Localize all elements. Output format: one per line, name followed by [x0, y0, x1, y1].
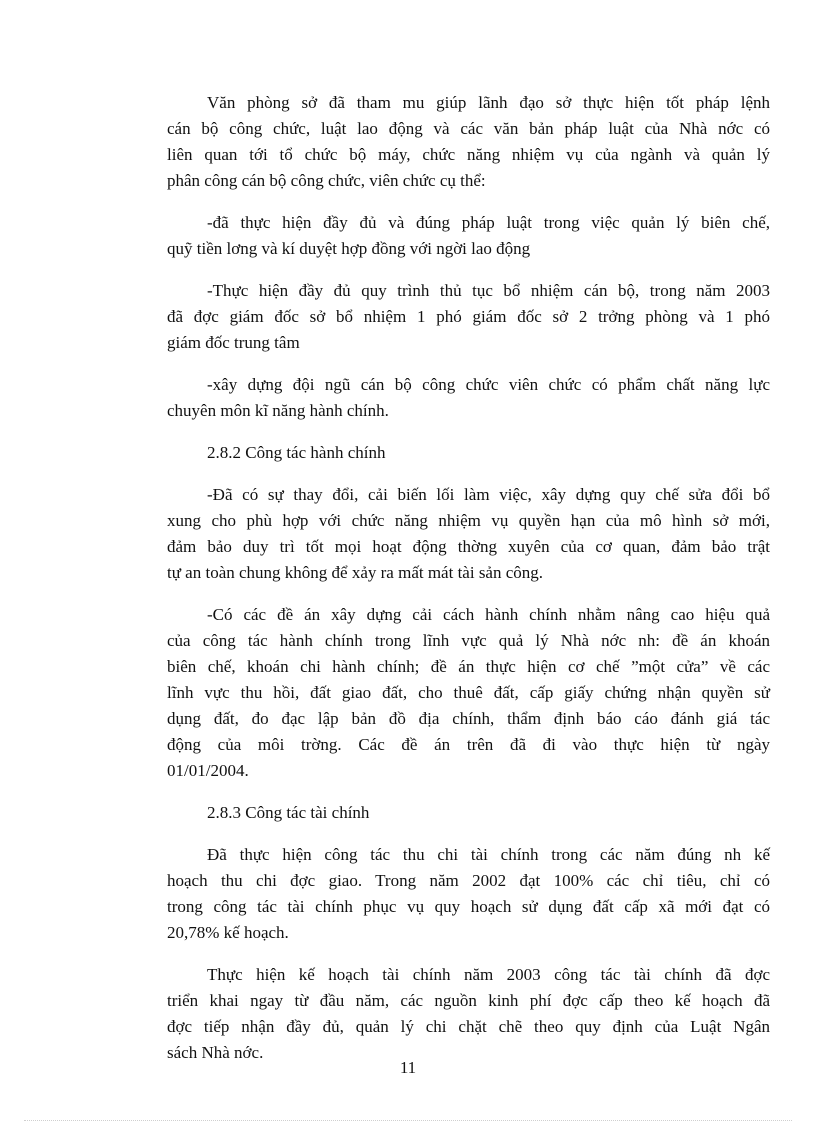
- paragraph-line: xung cho phù hợp với chức năng nhiệm vụ quyền hạn của mô hình sở mới,: [167, 511, 770, 530]
- paragraph-line: phân công cán bộ công chức, viên chức cụ thể:: [167, 171, 486, 190]
- section-heading-finance: 2.8.3 Công tác tài chính: [207, 803, 370, 822]
- page-number: 11: [399, 1058, 417, 1077]
- paragraph-line: sách Nhà nớc.: [167, 1043, 264, 1062]
- paragraph-line: giám đốc trung tâm: [167, 333, 300, 352]
- paragraph-line: Thực hiện kế hoạch tài chính năm 2003 công tác tài chính đã đợc: [207, 965, 770, 984]
- paragraph-line: -Thực hiện đầy đủ quy trình thủ tục bổ nhiệm cán bộ, trong năm 2003: [207, 281, 770, 300]
- paragraph-reform-projects: [167, 602, 770, 784]
- paragraph-line: đảm bảo duy trì tốt mọi hoạt động thờng xuyên của cơ quan, đảm bảo trật: [167, 537, 770, 556]
- paragraph-line: Đã thực hiện công tác thu chi tài chính trong các năm đúng nh kế: [207, 845, 770, 864]
- paragraph-line: triển khai ngay từ đầu năm, các nguồn kinh phí đợc cấp theo kế hoạch đã: [167, 991, 770, 1010]
- paragraph-line: -đã thực hiện đầy đủ và đúng pháp luật trong việc quản lý biên chế,: [207, 213, 770, 232]
- paragraph-line: liên quan tới tổ chức bộ máy, chức năng nhiệm vụ của ngành và quản lý: [167, 145, 770, 164]
- paragraph-staffing-law: [167, 210, 770, 262]
- paragraph-line: -Có các đề án xây dựng cải cách hành chính nhằm nâng cao hiệu quả: [207, 605, 770, 624]
- paragraph-line: tự an toàn chung không để xảy ra mất mát tài sản công.: [167, 563, 544, 582]
- paragraph-finance-2003: [167, 962, 770, 1066]
- paragraph-line: hoạch thu chi đợc giao. Trong năm 2002 đạt 100% các chỉ tiêu, chỉ có: [167, 871, 770, 890]
- paragraph-line: -xây dựng đội ngũ cán bộ công chức viên chức có phẩm chất năng lực: [207, 375, 770, 394]
- paragraph-line: đã đợc giám đốc sở bổ nhiệm 1 phó giám đốc sở 2 trởng phòng và 1 phó: [167, 307, 770, 326]
- paragraph-line: Văn phòng sở đã tham mu giúp lãnh đạo sở thực hiện tốt pháp lệnh: [207, 93, 770, 112]
- section-heading-administration: 2.8.2 Công tác hành chính: [207, 443, 386, 462]
- paragraph-work-changes: [167, 482, 770, 586]
- paragraph-line: biên chế, khoán chi hành chính; đề án thực hiện cơ chế ”một cửa” về các: [167, 657, 770, 676]
- page-bottom-divider: [24, 1120, 792, 1121]
- paragraph-line: đợc tiếp nhận đầy đủ, quản lý chi chặt chẽ theo quy định của Luật Ngân: [167, 1017, 770, 1036]
- paragraph-line: quỹ tiền lơng và kí duyệt hợp đồng với ngời lao động: [167, 239, 531, 258]
- paragraph-line: của công tác hành chính trong lĩnh vực quả lý Nhà nớc nh: đề án khoán: [167, 631, 770, 650]
- paragraph-staff-building: [167, 372, 770, 424]
- paragraph-line: lĩnh vực thu hồi, đất giao đất, cho thuê đất, cấp giấy chứng nhận quyền sử: [167, 683, 770, 702]
- paragraph-line: cán bộ công chức, luật lao động và các văn bản pháp luật của Nhà nớc có: [167, 119, 770, 138]
- paragraph-office-duties: [167, 90, 770, 194]
- paragraph-line: -Đã có sự thay đổi, cải biến lối làm việc, xây dựng quy chế sửa đổi bổ: [207, 485, 770, 504]
- paragraph-line: 01/01/2004.: [167, 761, 249, 780]
- paragraph-line: chuyên môn kĩ năng hành chính.: [167, 401, 389, 420]
- paragraph-line: trong công tác tài chính phục vụ quy hoạch sử dụng đất cấp xã mới đạt có: [167, 897, 770, 916]
- paragraph-line: động của môi trờng. Các đề án trên đã đi vào thực hiện từ ngày: [167, 735, 770, 754]
- paragraph-line: dụng đất, đo đạc lập bản đồ địa chính, thẩm định báo cáo đánh giá tác: [167, 709, 770, 728]
- paragraph-finance-2002: [167, 842, 770, 946]
- paragraph-appointment: [167, 278, 770, 356]
- document-body: [167, 90, 770, 1082]
- paragraph-line: 20,78% kế hoạch.: [167, 923, 289, 942]
